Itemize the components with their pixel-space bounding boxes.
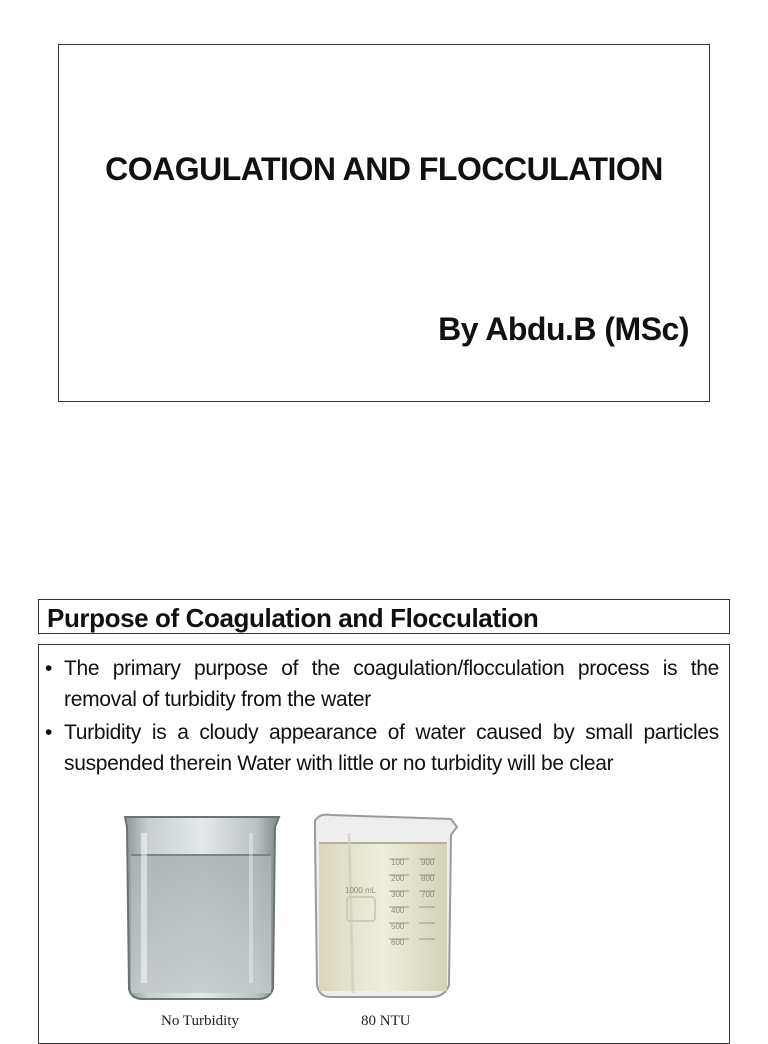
bullet-icon: • xyxy=(45,721,53,744)
slide-title-box xyxy=(38,599,730,634)
beaker-volume-label: 1000 mL xyxy=(345,886,377,895)
bullet-item xyxy=(45,653,719,715)
bullet-text: Turbidity is a cloudy appearance of water caused by small particles suspended therein Water with little or no turbidity will be clear xyxy=(64,721,719,775)
scale-label: 700 xyxy=(421,890,435,899)
turbid-water-beaker xyxy=(315,815,457,997)
caption-no-turbidity: No Turbidity xyxy=(161,1013,239,1029)
bullet-item xyxy=(45,717,719,779)
scale-label: 500 xyxy=(391,922,405,931)
scale-label: 400 xyxy=(391,906,405,915)
scale-label: 900 xyxy=(421,858,435,867)
bullet-text: The primary purpose of the coagulation/flocculation process is the removal of turbidity from the water xyxy=(64,657,719,711)
beakers-image xyxy=(119,813,499,1013)
clear-water-beaker xyxy=(125,817,279,999)
presentation-title: COAGULATION AND FLOCCULATION xyxy=(105,151,663,187)
author-line: By Abdu.B (MSc) xyxy=(438,311,689,347)
bullet-list xyxy=(45,653,719,781)
beaker-figure xyxy=(119,813,499,1044)
title-slide xyxy=(58,44,710,402)
scale-label: 800 xyxy=(421,874,435,883)
bullet-area xyxy=(39,645,729,803)
slide-content xyxy=(38,644,730,1044)
caption-80-ntu: 80 NTU xyxy=(361,1013,411,1029)
scale-label: 100 xyxy=(391,858,405,867)
scale-label: 200 xyxy=(391,874,405,883)
scale-label: 300 xyxy=(391,890,405,899)
bullet-icon: • xyxy=(45,657,53,680)
slide-title: Purpose of Coagulation and Flocculation xyxy=(47,603,539,633)
scale-label: 600 xyxy=(391,938,405,947)
